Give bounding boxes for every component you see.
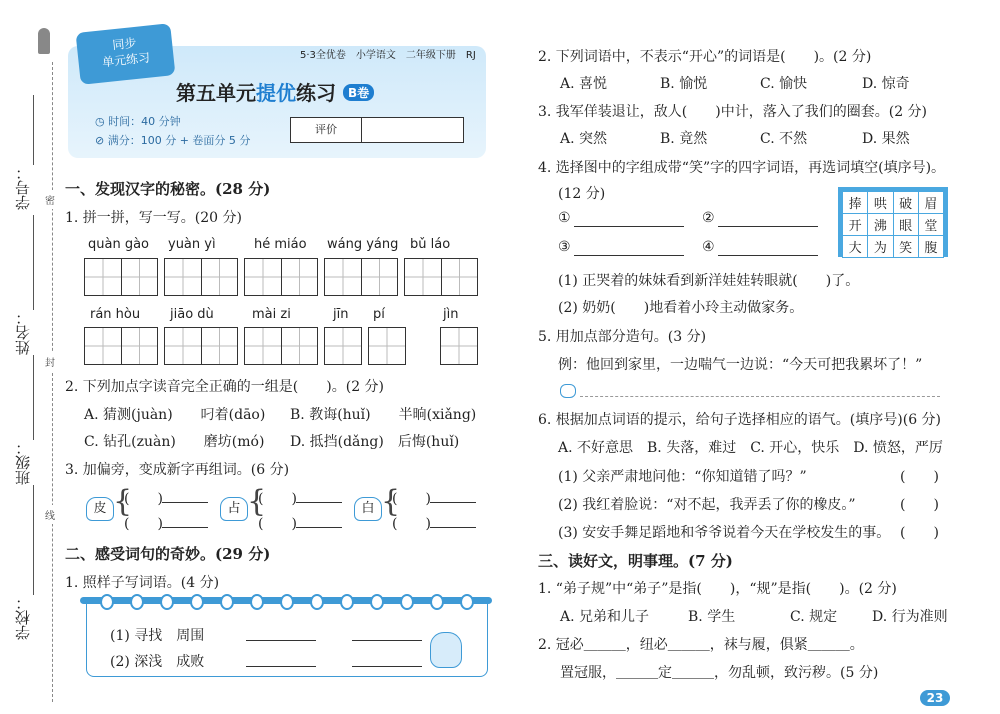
- page-title: [176, 77, 374, 106]
- grid-char: 腹: [918, 236, 943, 258]
- r-q6-sentence-2: (2) 我红着脸说：“对不起，我弄丢了你的橡皮。”: [558, 497, 856, 513]
- grid-char: 为: [868, 236, 893, 258]
- bracket-icon: {: [247, 484, 267, 519]
- ring-icon: [160, 594, 174, 610]
- answer-paren[interactable]: ( ): [900, 525, 939, 541]
- answer-line[interactable]: [580, 396, 940, 397]
- r-q4-sentence-2: (2) 奶奶( )地看着小玲主动做家务。: [558, 300, 804, 316]
- answer-line[interactable]: [574, 226, 684, 227]
- title-highlight: 提优: [256, 81, 296, 105]
- grid-char: 捧: [843, 192, 868, 214]
- bracket-icon: {: [113, 484, 133, 519]
- time-text: 时间：40 分钟: [108, 115, 181, 128]
- answer-line[interactable]: [352, 666, 422, 667]
- s1-q1: 1. 拼一拼，写一写。(20 分): [65, 210, 242, 226]
- r-q4-num-4: ④: [702, 239, 715, 255]
- r-q2-option-c[interactable]: C. 愉快: [760, 76, 808, 92]
- r-q4-score: (12 分): [558, 186, 606, 202]
- pencil-icon: [560, 384, 576, 398]
- s2-example-2: (2) 深浅 成败: [110, 654, 205, 670]
- name-label: 姓名：: [14, 310, 32, 355]
- ring-icon: [130, 594, 144, 610]
- answer-line[interactable]: [574, 255, 684, 256]
- ring-icon: [340, 594, 354, 610]
- grid-char: 眉: [918, 192, 943, 214]
- evaluation-field[interactable]: [362, 118, 463, 142]
- school-label: 学校：: [14, 595, 32, 640]
- ribbon-line2: 单元练习: [101, 50, 151, 70]
- r-s3-q1: 1. “弟子规”中“弟子”是指( )，“规”是指( )。(2 分): [538, 581, 897, 597]
- writing-grid[interactable]: [324, 258, 398, 296]
- paren-blank: ( ): [124, 491, 163, 507]
- student-id-line[interactable]: [33, 95, 34, 165]
- r-s3-q2-line-2: 置冠服，＿＿＿定＿＿＿，勿乱顿，致污秽。(5 分): [560, 665, 879, 681]
- answer-line[interactable]: [352, 640, 422, 641]
- s2-example-1: (1) 寻找 周围: [110, 628, 205, 644]
- pinyin: jīn: [333, 307, 349, 322]
- ring-icon: [430, 594, 444, 610]
- grid-char: 眼: [893, 214, 918, 236]
- s1-q2-option-a[interactable]: A. 猜测(juàn) 叼着(dāo): [84, 407, 266, 423]
- r-q2-option-b[interactable]: B. 愉悦: [660, 76, 708, 92]
- pinyin: wáng yáng: [327, 237, 399, 252]
- answer-paren[interactable]: ( ): [900, 469, 939, 485]
- pinyin: quàn gào: [88, 237, 150, 252]
- ribbon-line1: 同步: [111, 35, 138, 53]
- answer-line[interactable]: [430, 527, 476, 528]
- seal-mi: 密: [45, 190, 55, 209]
- r-q6-options: A. 不好意思 B. 失落，难过 C. 开心，快乐 D. 愤怒，严厉: [558, 440, 943, 456]
- answer-paren[interactable]: ( ): [900, 497, 939, 513]
- title-pre: 第五单元: [176, 81, 256, 105]
- r-s3-q1-option-a[interactable]: A. 兄弟和儿子: [560, 609, 650, 625]
- answer-line[interactable]: [246, 666, 316, 667]
- answer-line[interactable]: [430, 502, 476, 503]
- pinyin: jiāo dù: [170, 307, 214, 322]
- writing-grid[interactable]: [164, 327, 238, 365]
- answer-line[interactable]: [718, 255, 818, 256]
- r-q4-num-2: ②: [702, 210, 715, 226]
- grid-char: 大: [843, 236, 868, 258]
- paren-blank: ( ): [258, 516, 297, 532]
- pinyin: rán hòu: [90, 307, 141, 322]
- pinyin: mài zi: [252, 307, 291, 322]
- student-id-label: 学号：: [14, 165, 32, 210]
- answer-line[interactable]: [162, 502, 208, 503]
- pinyin: yuàn yì: [168, 237, 216, 252]
- writing-grid[interactable]: [404, 258, 478, 296]
- answer-line[interactable]: [296, 527, 342, 528]
- grid-char: 开: [843, 214, 868, 236]
- bracket-icon: {: [381, 484, 401, 519]
- version-badge: B卷: [343, 84, 374, 101]
- score-text: 满分：100 分 + 卷面分 5 分: [107, 134, 251, 147]
- ring-icon: [370, 594, 384, 610]
- cut-line: [52, 62, 53, 702]
- name-line[interactable]: [33, 215, 34, 310]
- r-q6: 6. 根据加点词语的提示，给句子选择相应的语气。(填序号)(6 分): [538, 412, 942, 428]
- paren-blank: ( ): [392, 491, 431, 507]
- rocket-icon: [38, 28, 50, 54]
- r-q4-num-1: ①: [558, 210, 571, 226]
- s2-q1: 1. 照样子写词语。(4 分): [65, 575, 220, 591]
- r-s3-q1-option-b[interactable]: B. 学生: [688, 609, 736, 625]
- grid-char: 哄: [868, 192, 893, 214]
- s1-q2-option-b[interactable]: B. 教诲(huǐ) 半晌(xiǎng): [290, 407, 477, 423]
- writing-grid[interactable]: [324, 327, 362, 365]
- answer-line[interactable]: [246, 640, 316, 641]
- character-grid: [838, 187, 948, 257]
- owl-mascot-icon: [430, 632, 462, 668]
- school-line[interactable]: [33, 485, 34, 595]
- r-q4-sentence-1: (1) 正哭着的妹妹看到新洋娃娃转眼就( )了。: [558, 273, 860, 289]
- answer-line[interactable]: [296, 502, 342, 503]
- ring-icon: [190, 594, 204, 610]
- ring-icon: [220, 594, 234, 610]
- r-q5: 5. 用加点部分造句。(3 分): [538, 329, 707, 345]
- answer-line[interactable]: [162, 527, 208, 528]
- r-q2: 2. 下列词语中，不表示“开心”的词语是( )。(2 分): [538, 49, 872, 65]
- grid-char: 笑: [893, 236, 918, 258]
- answer-line[interactable]: [718, 226, 818, 227]
- r-q6-sentence-3: (3) 安安手舞足蹈地和爷爷说着今天在学校发生的事。: [558, 525, 891, 541]
- r-q3-option-c[interactable]: C. 不然: [760, 131, 808, 147]
- pinyin: bǔ láo: [410, 237, 451, 252]
- paren-blank: ( ): [258, 491, 297, 507]
- r-q3-option-b[interactable]: B. 竟然: [660, 131, 708, 147]
- time-info: ◷ 时间：40 分钟: [95, 115, 181, 128]
- r-s3-q2-line-1: 2. 冠必＿＿＿，纽必＿＿＿，袜与履，俱紧＿＿＿。: [538, 637, 864, 653]
- ring-icon: [460, 594, 474, 610]
- writing-grid[interactable]: [244, 327, 318, 365]
- cat-char-box: 白: [354, 497, 382, 521]
- class-line[interactable]: [33, 355, 34, 440]
- seal-xian: 线: [45, 505, 55, 524]
- cat-char-box: 皮: [86, 497, 114, 521]
- pinyin: hé miáo: [254, 237, 307, 252]
- writing-grid[interactable]: [368, 327, 406, 365]
- s1-q2-option-c[interactable]: C. 钻孔(zuàn) 磨坊(mó): [84, 434, 265, 450]
- r-s3-q1-option-c[interactable]: C. 规定: [790, 609, 838, 625]
- ring-icon: [250, 594, 264, 610]
- score-info: ⊘ 满分：100 分 + 卷面分 5 分: [95, 134, 251, 147]
- grid-char: 沸: [868, 214, 893, 236]
- series-text: 5·3全优卷 小学语文 二年级下册 RJ: [300, 50, 476, 61]
- writing-grid[interactable]: [164, 258, 238, 296]
- evaluation-box: [290, 117, 464, 143]
- r-q4: 4. 选择图中的字组成带“笑”字的四字词语，再选词填空(填序号)。: [538, 160, 946, 176]
- r-q2-option-a[interactable]: A. 喜悦: [560, 76, 608, 92]
- section-2-title: 二、感受词句的奇妙。(29 分): [65, 545, 271, 563]
- title-post: 练习: [296, 81, 336, 105]
- pinyin: jìn: [443, 307, 459, 322]
- r-s3-q1-option-d[interactable]: D. 行为准则: [872, 609, 948, 625]
- s1-q2-option-d[interactable]: D. 抵挡(dǎng) 后悔(huǐ): [290, 434, 460, 450]
- r-q3-option-a[interactable]: A. 突然: [560, 131, 608, 147]
- grid-char: 堂: [918, 214, 943, 236]
- seal-feng: 封: [45, 352, 55, 371]
- page-number: 23: [920, 690, 950, 706]
- s1-q3: 3. 加偏旁，变成新字再组词。(6 分): [65, 462, 290, 478]
- r-q3: 3. 我军佯装退让，敌人( )中计，落入了我们的圈套。(2 分): [538, 104, 928, 120]
- class-label: 班级：: [14, 440, 32, 485]
- r-q2-option-d[interactable]: D. 惊奇: [862, 76, 910, 92]
- ring-icon: [400, 594, 414, 610]
- ring-icon: [100, 594, 114, 610]
- r-q4-num-3: ③: [558, 239, 571, 255]
- r-q6-sentence-1: (1) 父亲严肃地问他：“你知道错了吗？”: [558, 469, 807, 485]
- writing-grid[interactable]: [84, 258, 158, 296]
- writing-grid[interactable]: [84, 327, 158, 365]
- cat-char-box: 占: [220, 497, 248, 521]
- writing-grid[interactable]: [244, 258, 318, 296]
- r-q3-option-d[interactable]: D. 果然: [862, 131, 910, 147]
- unit-ribbon: [76, 23, 176, 85]
- writing-grid[interactable]: [440, 327, 478, 365]
- r-q5-example: 例：他回到家里，一边喘气一边说：“今天可把我累坏了！”: [558, 357, 923, 373]
- paren-blank: ( ): [124, 516, 163, 532]
- section-3-title: 三、读好文，明事理。(7 分): [538, 552, 733, 570]
- evaluation-label: 评价: [291, 118, 362, 142]
- section-1-title: 一、发现汉字的秘密。(28 分): [65, 180, 271, 198]
- grid-char: 破: [893, 192, 918, 214]
- ring-icon: [310, 594, 324, 610]
- paren-blank: ( ): [392, 516, 431, 532]
- s1-q2: 2. 下列加点字读音完全正确的一组是( )。(2 分): [65, 379, 385, 395]
- ring-icon: [280, 594, 294, 610]
- pinyin: pí: [373, 307, 385, 322]
